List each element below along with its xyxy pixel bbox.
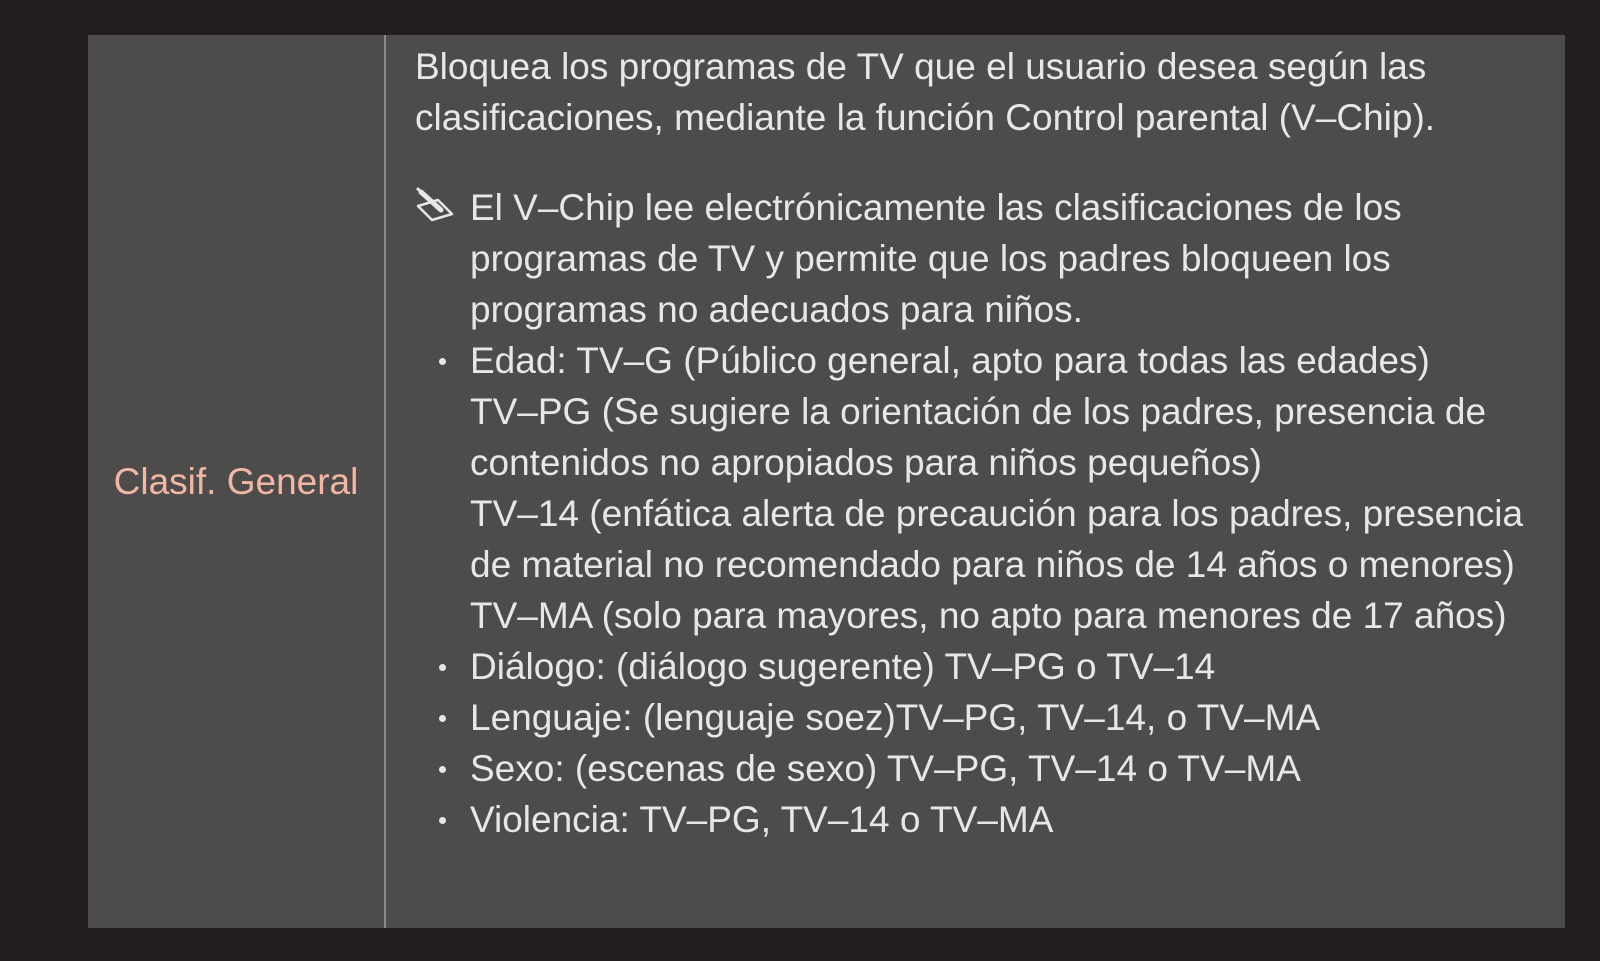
bullet-line: TV–14 (enfática alerta de precaución para los padres, presencia de material no recomendado para niños de 14 años o menores) bbox=[470, 493, 1524, 585]
note-pencil-icon bbox=[415, 184, 455, 224]
bullet-line: Edad: TV–G (Público general, apto para todas las edades) bbox=[470, 340, 1430, 381]
bullet-icon bbox=[439, 715, 446, 722]
row-description-cell bbox=[386, 35, 1565, 928]
bullet-icon bbox=[439, 358, 446, 365]
bullet-line: Violencia: TV–PG, TV–14 o TV–MA bbox=[470, 799, 1054, 840]
list-item bbox=[415, 794, 1555, 845]
list-item bbox=[415, 743, 1555, 794]
bullet-line: Diálogo: (diálogo sugerente) TV–PG o TV–14 bbox=[470, 646, 1216, 687]
rating-bullet-list bbox=[415, 335, 1555, 845]
note-text: El V–Chip lee electrónicamente las clasificaciones de los programas de TV y permite que los padres bloqueen los programas no adecuados para niños. bbox=[470, 187, 1402, 330]
list-item bbox=[415, 335, 1555, 641]
list-item bbox=[415, 692, 1555, 743]
bullet-icon bbox=[439, 817, 446, 824]
row-label: Clasif. General bbox=[113, 460, 359, 502]
bullet-line: Lenguaje: (lenguaje soez)TV–PG, TV–14, o TV–MA bbox=[470, 697, 1321, 738]
bullet-line: Sexo: (escenas de sexo) TV–PG, TV–14 o TV–MA bbox=[470, 748, 1301, 789]
rating-table-row bbox=[88, 35, 1565, 928]
bullet-icon bbox=[439, 664, 446, 671]
bullet-line: TV–MA (solo para mayores, no apto para menores de 17 años) bbox=[470, 595, 1507, 636]
list-item bbox=[415, 641, 1555, 692]
intro-text: Bloquea los programas de TV que el usuario desea según las clasificaciones, mediante la función Control parental (V–Chip). bbox=[415, 46, 1436, 138]
bullet-line: TV–PG (Se sugiere la orientación de los padres, presencia de contenidos no apropiados para niños pequeños) bbox=[470, 391, 1487, 483]
bullet-icon bbox=[439, 766, 446, 773]
row-label-cell bbox=[88, 35, 386, 928]
note-block bbox=[415, 182, 1545, 335]
